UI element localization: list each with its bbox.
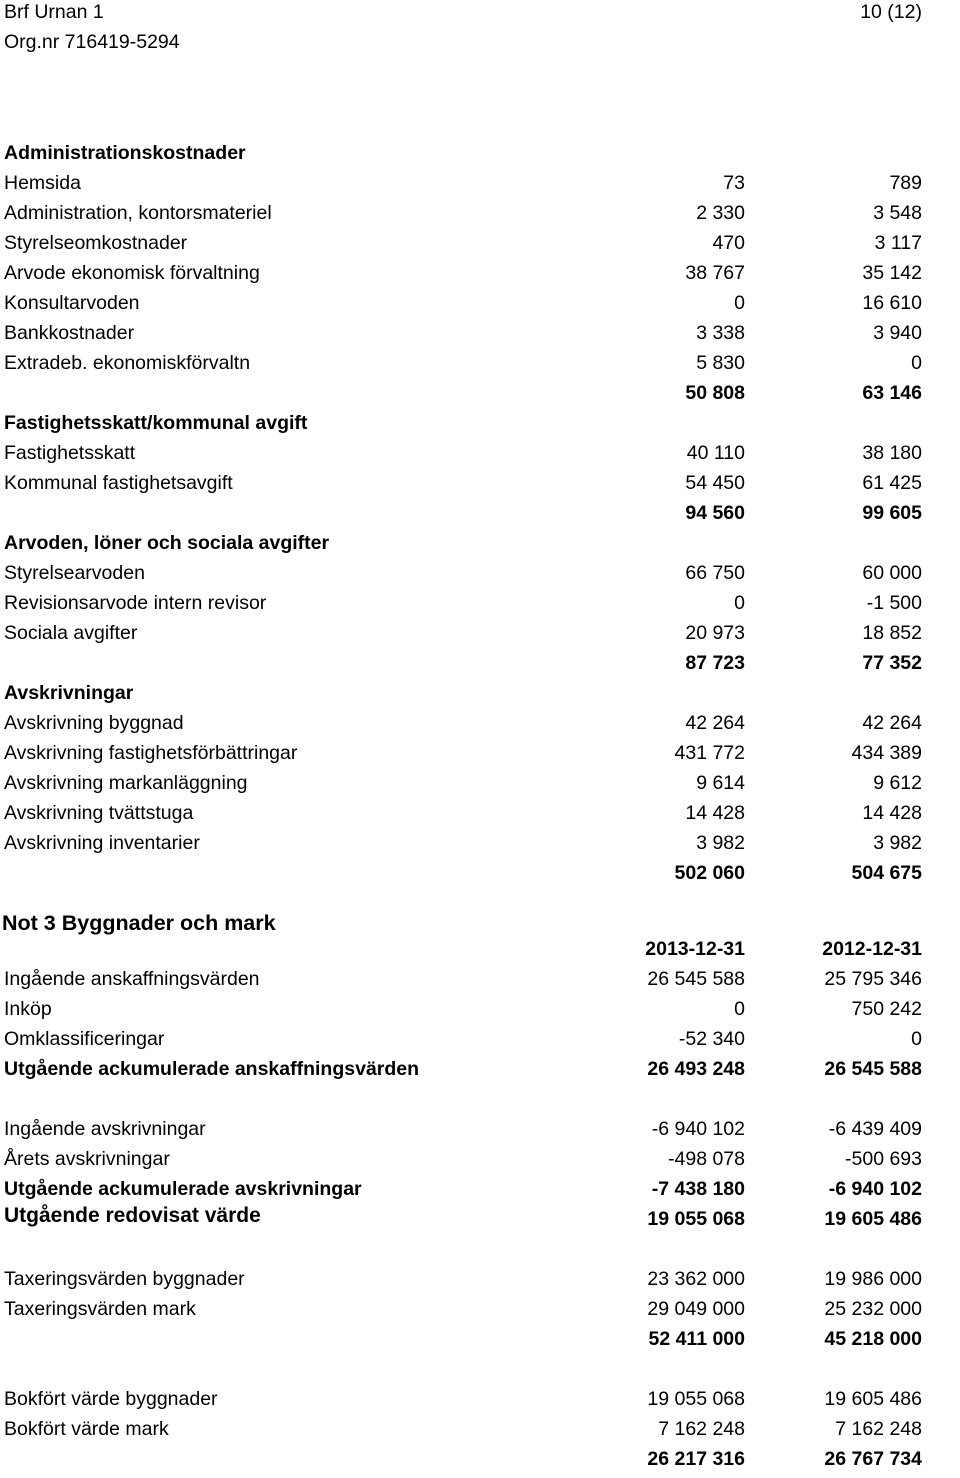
- org-number: Org.nr 716419-5294: [4, 31, 180, 53]
- value-previous-year: 19 605 486: [824, 1208, 922, 1230]
- acq-total: [0, 1054, 960, 1084]
- section-total: [0, 858, 960, 888]
- spacer: [0, 1084, 960, 1114]
- value-previous-year: 61 425: [862, 472, 922, 494]
- value-previous-year: 18 852: [862, 622, 922, 644]
- row-label: Omklassificeringar: [4, 1028, 165, 1050]
- section-total: [0, 498, 960, 528]
- row-label: Extradeb. ekonomiskförvaltn: [4, 352, 251, 374]
- row-label: Avskrivning byggnad: [4, 712, 184, 734]
- value-previous-year: 19 986 000: [824, 1268, 922, 1290]
- table-row: [0, 438, 960, 468]
- table-row: [0, 198, 960, 228]
- value-previous-year: 3 548: [873, 202, 922, 224]
- row-label: Revisionsarvode intern revisor: [4, 592, 267, 614]
- value-previous-year: 25 795 346: [824, 968, 922, 990]
- row-label: Fastighetsskatt/kommunal avgift: [4, 412, 308, 434]
- value-current-year: 14 428: [685, 802, 745, 824]
- value-current-year: 38 767: [685, 262, 745, 284]
- value-current-year: 66 750: [685, 562, 745, 584]
- spacer: [0, 1234, 960, 1264]
- table-row: [0, 618, 960, 648]
- row-label: Ingående avskrivningar: [4, 1118, 206, 1140]
- row-label: Hemsida: [4, 172, 81, 194]
- value-previous-year: 789: [889, 172, 922, 194]
- value-current-year: 26 493 248: [647, 1058, 745, 1080]
- value-current-year: 3 982: [696, 832, 745, 854]
- section-heading: [0, 408, 960, 438]
- table-row: [0, 348, 960, 378]
- row-label: Utgående ackumulerade avskrivningar: [4, 1178, 362, 1200]
- table-row: [0, 588, 960, 618]
- value-previous-year: 3 940: [873, 322, 922, 344]
- value-previous-year: 19 605 486: [824, 1388, 922, 1410]
- table-row: [0, 258, 960, 288]
- value-current-year: 50 808: [685, 382, 745, 404]
- table-row: [0, 1384, 960, 1414]
- value-previous-year: 750 242: [851, 998, 922, 1020]
- column-headers: [0, 934, 960, 964]
- value-previous-year: 45 218 000: [824, 1328, 922, 1350]
- value-previous-year: 7 162 248: [835, 1418, 922, 1440]
- row-label: Arvoden, löner och sociala avgifter: [4, 532, 330, 554]
- value-current-year: 26 545 588: [647, 968, 745, 990]
- value-previous-year: 0: [911, 352, 922, 374]
- book-value-total: [0, 1204, 960, 1234]
- value-current-year: 0: [734, 592, 745, 614]
- value-current-year: 9 614: [696, 772, 745, 794]
- table-row: [0, 558, 960, 588]
- table-row: [0, 288, 960, 318]
- row-label: Inköp: [4, 998, 52, 1020]
- section-heading: [0, 528, 960, 558]
- row-label: Administrationskostnader: [4, 142, 246, 164]
- table-row: [0, 1114, 960, 1144]
- table-row: [0, 228, 960, 258]
- value-current-year: 7 162 248: [658, 1418, 745, 1440]
- value-current-year: 502 060: [674, 862, 745, 884]
- value-previous-year: 3 982: [873, 832, 922, 854]
- table-row: [0, 318, 960, 348]
- section-heading: [0, 138, 960, 168]
- value-previous-year: 38 180: [862, 442, 922, 464]
- row-label: Arvode ekonomisk förvaltning: [4, 262, 260, 284]
- spacer: [0, 1354, 960, 1384]
- table-row: [0, 964, 960, 994]
- row-label: Konsultarvoden: [4, 292, 140, 314]
- table-row: [0, 1144, 960, 1174]
- table-row: [0, 738, 960, 768]
- value-previous-year: -500 693: [845, 1148, 922, 1170]
- value-current-year: 470: [712, 232, 745, 254]
- table-row: [0, 1024, 960, 1054]
- value-previous-year: 77 352: [862, 652, 922, 674]
- value-current-year: 0: [734, 998, 745, 1020]
- value-previous-year: 3 117: [874, 232, 922, 254]
- value-previous-year: 0: [911, 1028, 922, 1050]
- value-current-year: 87 723: [685, 652, 745, 674]
- row-label: Sociala avgifter: [4, 622, 138, 644]
- value-previous-year: 35 142: [862, 262, 922, 284]
- value-current-year: -498 078: [668, 1148, 745, 1170]
- value-current-year: -6 940 102: [651, 1118, 745, 1140]
- value-previous-year: 504 675: [851, 862, 922, 884]
- value-previous-year: 16 610: [862, 292, 922, 314]
- row-label: Taxeringsvärden mark: [4, 1298, 196, 1320]
- value-previous-year: 9 612: [873, 772, 922, 794]
- report-content: [0, 138, 960, 1474]
- table-row: [0, 168, 960, 198]
- table-row: [0, 1414, 960, 1444]
- row-label: Avskrivning markanläggning: [4, 772, 248, 794]
- value-previous-year: 25 232 000: [824, 1298, 922, 1320]
- value-previous-year: -6 940 102: [828, 1178, 922, 1200]
- row-label: Avskrivning fastighetsförbättringar: [4, 742, 298, 764]
- spacer: [0, 888, 960, 904]
- section-heading: [0, 678, 960, 708]
- value-previous-year: 26 545 588: [824, 1058, 922, 1080]
- row-label: Bankkostnader: [4, 322, 135, 344]
- value-current-year: 23 362 000: [647, 1268, 745, 1290]
- row-label: Bokfört värde byggnader: [4, 1388, 218, 1410]
- page-number: 10 (12): [860, 1, 922, 23]
- row-label: Avskrivningar: [4, 682, 134, 704]
- row-label: Årets avskrivningar: [4, 1148, 170, 1170]
- value-current-year: 431 772: [674, 742, 745, 764]
- row-label: Bokfört värde mark: [4, 1418, 169, 1440]
- value-current-year: -52 340: [678, 1028, 745, 1050]
- value-previous-year: -6 439 409: [828, 1118, 922, 1140]
- row-label: Fastighetsskatt: [4, 442, 136, 464]
- value-previous-year: 63 146: [862, 382, 922, 404]
- value-previous-year: 26 767 734: [824, 1448, 922, 1470]
- table-row: [0, 798, 960, 828]
- row-label: Kommunal fastighetsavgift: [4, 472, 233, 494]
- value-current-year: 94 560: [685, 502, 745, 524]
- note-title: [0, 904, 960, 934]
- value-current-year: 2013-12-31: [645, 938, 745, 960]
- section-total: [0, 378, 960, 408]
- value-current-year: 19 055 068: [647, 1208, 745, 1230]
- value-current-year: 73: [723, 172, 745, 194]
- value-previous-year: -1 500: [866, 592, 922, 614]
- value-current-year: 54 450: [685, 472, 745, 494]
- row-label: Not 3 Byggnader och mark: [2, 911, 276, 935]
- table-row: [0, 994, 960, 1024]
- row-label: Ingående anskaffningsvärden: [4, 968, 260, 990]
- value-current-year: 42 264: [685, 712, 745, 734]
- value-previous-year: 99 605: [862, 502, 922, 524]
- table-row: [0, 1294, 960, 1324]
- value-current-year: 29 049 000: [647, 1298, 745, 1320]
- value-current-year: 2 330: [696, 202, 745, 224]
- row-label: Styrelsearvoden: [4, 562, 145, 584]
- value-current-year: 0: [734, 292, 745, 314]
- table-row: [0, 1264, 960, 1294]
- table-row: [0, 708, 960, 738]
- document-title: Brf Urnan 1: [4, 1, 104, 23]
- booked-total: [0, 1444, 960, 1474]
- row-label: Taxeringsvärden byggnader: [4, 1268, 245, 1290]
- value-current-year: 3 338: [696, 322, 745, 344]
- row-label: Utgående redovisat värde: [4, 1204, 261, 1227]
- dep-total: [0, 1174, 960, 1204]
- value-current-year: 5 830: [696, 352, 745, 374]
- value-previous-year: 14 428: [862, 802, 922, 824]
- row-label: Styrelseomkostnader: [4, 232, 188, 254]
- value-previous-year: 2012-12-31: [822, 938, 922, 960]
- value-previous-year: 434 389: [851, 742, 922, 764]
- value-current-year: 19 055 068: [647, 1388, 745, 1410]
- value-current-year: 26 217 316: [647, 1448, 745, 1470]
- tax-total: [0, 1324, 960, 1354]
- table-row: [0, 828, 960, 858]
- table-row: [0, 768, 960, 798]
- value-previous-year: 60 000: [862, 562, 922, 584]
- row-label: Administration, kontorsmateriel: [4, 202, 272, 224]
- value-current-year: 20 973: [685, 622, 745, 644]
- value-current-year: 40 110: [686, 442, 745, 464]
- value-previous-year: 42 264: [862, 712, 922, 734]
- row-label: Utgående ackumulerade anskaffningsvärden: [4, 1058, 420, 1080]
- value-current-year: 52 411 000: [648, 1328, 745, 1350]
- row-label: Avskrivning tvättstuga: [4, 802, 194, 824]
- value-current-year: -7 438 180: [651, 1178, 745, 1200]
- row-label: Avskrivning inventarier: [4, 832, 200, 854]
- table-row: [0, 468, 960, 498]
- section-total: [0, 648, 960, 678]
